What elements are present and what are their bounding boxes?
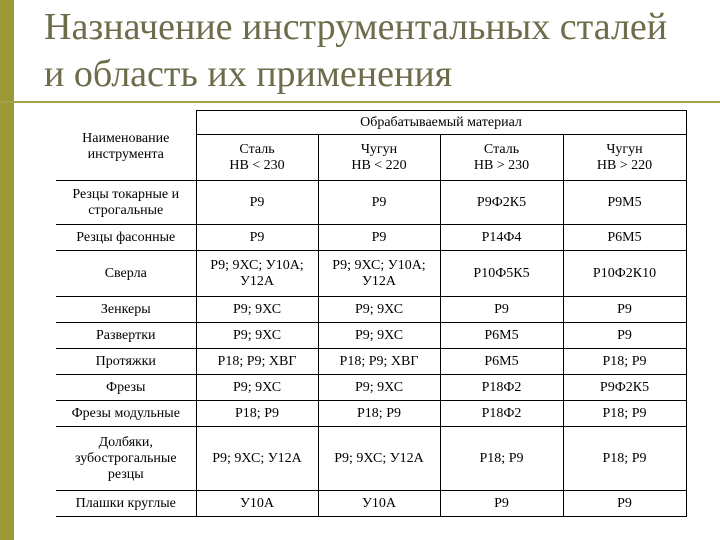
table-row [56,375,686,401]
table-cell: Р9Ф2К5 [563,375,686,401]
table-cell: Р9; 9ХС; У10А; У12А [196,251,318,297]
tool-name-cell: Фрезы модульные [56,401,196,427]
table-cell: Р9 [440,491,563,517]
table-row [56,251,686,297]
table-cell: Р10Ф5К5 [440,251,563,297]
table-cell: Р9 [563,323,686,349]
table-row [56,349,686,375]
column-material: Чугун [606,141,643,157]
accent-vertical-bar [0,0,14,540]
table-header-row [56,111,686,135]
column-header [318,135,440,181]
table-cell: Р6М5 [563,225,686,251]
tool-name-cell: Резцы фасонные [56,225,196,251]
table-cell: Р18; Р9 [563,349,686,375]
column-material: Сталь [483,141,520,157]
table-cell: Р18; Р9; ХВГ [196,349,318,375]
tool-name-cell: Резцы токарные и строгальные [56,181,196,225]
table-cell: Р9; 9ХС [318,297,440,323]
tool-name-cell: Развертки [56,323,196,349]
table-cell: Р9; 9ХС; У12А [318,427,440,491]
table-cell: Р9; 9ХС [318,323,440,349]
table-cell: Р9 [440,297,563,323]
table-row [56,401,686,427]
table-cell: Р18; Р9 [196,401,318,427]
table-cell: Р9 [196,181,318,225]
table-row [56,181,686,225]
table-cell: Р18; Р9; ХВГ [318,349,440,375]
table-cell: Р9 [196,225,318,251]
table-row [56,297,686,323]
column-material: Сталь [239,141,275,157]
column-hardness: НВ < 230 [229,157,285,173]
slide-title [44,4,704,98]
table-row [56,491,686,517]
table-cell: У10А [196,491,318,517]
table-row [56,323,686,349]
table-cell: Р18Ф2 [440,401,563,427]
table-cell: Р9; 9ХС [196,297,318,323]
table-cell: Р10Ф2К10 [563,251,686,297]
material-header: Обрабатываемый материал [196,111,686,135]
column-material: Чугун [360,141,398,157]
table-row [56,225,686,251]
column-header [563,135,686,181]
table-cell: Р9; 9ХС [318,375,440,401]
tool-name-header: Наименование инструмента [56,111,196,181]
table-cell: Р9Ф2К5 [440,181,563,225]
column-header [440,135,563,181]
title-underline [0,101,720,103]
table-cell: Р9 [563,491,686,517]
tool-steels-table [56,110,687,517]
tool-name-cell: Фрезы [56,375,196,401]
table-cell: Р18; Р9 [563,427,686,491]
table-cell: Р9М5 [563,181,686,225]
table-cell: Р14Ф4 [440,225,563,251]
table-cell: Р9; 9ХС [196,375,318,401]
tool-name-cell: Плашки круглые [56,491,196,517]
table-cell: Р18; Р9 [318,401,440,427]
slide-title-line-2: и область их применения [44,53,453,95]
table-cell: Р9 [318,225,440,251]
column-hardness: НВ > 230 [473,157,530,173]
table-row [56,427,686,491]
slide-title-line-1: Назначение инструментальных сталей [44,6,668,48]
table-cell: У10А [318,491,440,517]
column-header [196,135,318,181]
table-cell: Р9 [563,297,686,323]
table-cell: Р9; 9ХС; У10А; У12А [318,251,440,297]
table-cell: Р9; 9ХС; У12А [196,427,318,491]
column-hardness: НВ > 220 [596,157,653,173]
table-cell: Р9; 9ХС [196,323,318,349]
column-hardness: НВ < 220 [351,157,407,173]
table-cell: Р18; Р9 [563,401,686,427]
table-cell: Р18Ф2 [440,375,563,401]
tool-name-cell: Протяжки [56,349,196,375]
tool-name-cell: Долбяки, зубострогальные резцы [56,427,196,491]
table-cell: Р6М5 [440,323,563,349]
tool-name-cell: Зенкеры [56,297,196,323]
table-cell: Р6М5 [440,349,563,375]
tool-name-cell: Сверла [56,251,196,297]
table-cell: Р18; Р9 [440,427,563,491]
table-cell: Р9 [318,181,440,225]
